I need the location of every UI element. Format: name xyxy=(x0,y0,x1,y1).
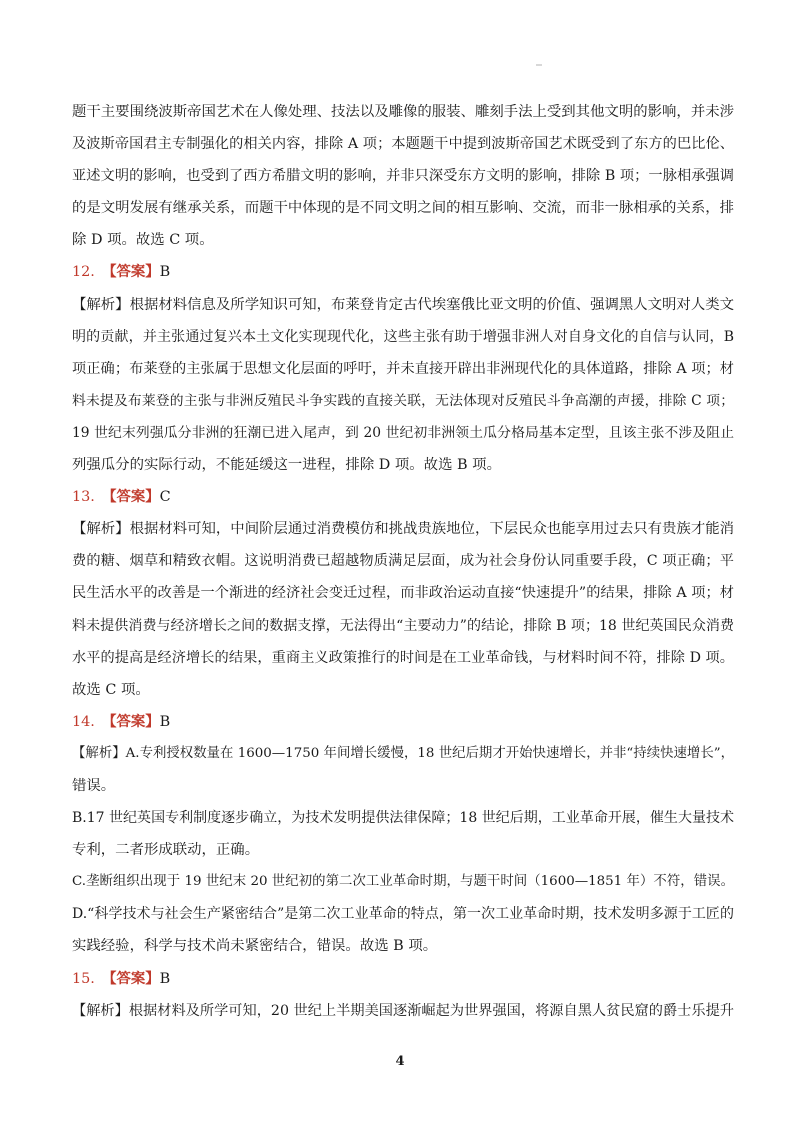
answer-tag: 【答案】 xyxy=(102,969,160,987)
text-line: 项正确；布莱登的主张属于思想文化层面的呼吁，并未直接开辟出非洲现代化的具体道路，排除 A 项；材 xyxy=(72,360,734,377)
answer-letter: B xyxy=(159,970,171,987)
text-line: 料未提及布莱登的主张与非洲反殖民斗争实践的直接关联，无法体现对反殖民斗争高潮的声援，排除 C 项； xyxy=(72,392,734,409)
answer-letter: C xyxy=(159,489,171,506)
question-answer-header xyxy=(72,481,734,513)
text-line: B.17 世纪英国专利制度逐步确立，为技术发明提供法律保障；18 世纪后期，工业革命开展，催生大量技术 xyxy=(72,810,734,827)
text-line: 【解析】根据材料及所学可知，20 世纪上半期美国逐渐崛起为世界强国，将源自黑人贫民窟的爵士乐提升 xyxy=(72,1002,734,1019)
answer-letter: B xyxy=(159,713,171,730)
text-line: 的是文明发展有继承关系，而题干中体现的是不同文明之间的相互影响、交流，而非一脉相承的关系，排 xyxy=(72,200,734,217)
text-line: 列强瓜分的实际行动，不能延缓这一进程，排除 D 项。故选 B 项。 xyxy=(72,457,501,474)
answer-tag: 【答案】 xyxy=(102,712,160,730)
question-answer-header xyxy=(72,963,734,995)
text-line: 题干主要围绕波斯帝国艺术在人像处理、技法以及雕像的服装、雕刻手法上受到其他文明的影响，并未涉 xyxy=(72,104,734,120)
scan-mark xyxy=(536,64,542,66)
text-line: 亚述文明的影响，也受到了西方希腊文明的影响，并非只深受东方文明的影响，排除 B 项；一脉相承强调 xyxy=(72,168,734,185)
text-line: 【解析】A.专利授权数量在 1600—1750 年间增长缓慢，18 世纪后期才开始快速增长，并非“持续快速增长”， xyxy=(72,745,734,761)
text-line: 【解析】根据材料可知，中间阶层通过消费模仿和挑战贵族地位，下层民众也能享用过去只有贵族才能消 xyxy=(72,521,734,538)
question-number: 13. xyxy=(72,489,95,506)
text-line: 故选 C 项。 xyxy=(72,681,150,698)
text-line: 费的糖、烟草和精致衣帽。这说明消费已超越物质满足层面，成为社会身份认同重要手段，C 项正确；平 xyxy=(72,553,734,570)
text-line: 水平的提高是经济增长的结果，重商主义政策推行的时间是在工业革命钱，与材料时间不符，排除 D 项。 xyxy=(72,649,734,666)
text-line: C.垄断组织出现于 19 世纪末 20 世纪初的第二次工业革命时期，与题干时间（1600—1851 年）不符，错误。 xyxy=(72,874,734,890)
question-answer-header xyxy=(72,706,734,738)
text-line: 错误。 xyxy=(72,777,116,794)
answer-tag: 【答案】 xyxy=(102,263,160,281)
question-number: 15. xyxy=(72,970,95,987)
text-line: 明的贡献，并主张通过复兴本土文化实现现代化，这些主张有助于增强非洲人对自身文化的自信与认同，B xyxy=(72,328,734,345)
question-number: 12. xyxy=(72,264,95,281)
text-line: 实践经验，科学与技术尚未紧密结合，错误。故选 B 项。 xyxy=(72,938,438,955)
page-number: 4 xyxy=(395,1054,405,1069)
text-line: 料未提供消费与经济增长之间的数据支撑，无法得出“主要动力”的结论，排除 B 项；18 世纪英国民众消费 xyxy=(72,617,734,634)
question-answer-header xyxy=(72,256,734,288)
text-line: 及波斯帝国君主专制强化的相关内容，排除 A 项；本题题干中提到波斯帝国艺术既受到了东方的巴比伦、 xyxy=(72,136,734,153)
text-line: 专利，二者形成联动，正确。 xyxy=(72,842,260,859)
answer-analysis-text xyxy=(72,96,734,1027)
text-line: D.“科学技术与社会生产紧密结合”是第二次工业革命的特点，第一次工业革命时期，技术发明多源于工匠的 xyxy=(72,906,734,923)
text-line: 民生活水平的改善是一个渐进的经济社会变迁过程，而非政治运动直接“快速提升”的结果，排除 A 项；材 xyxy=(72,585,734,602)
answer-tag: 【答案】 xyxy=(102,488,160,506)
text-line: 19 世纪末列强瓜分非洲的狂潮已进入尾声，到 20 世纪初非洲领土瓜分格局基本定型，且该主张不涉及阻止 xyxy=(72,424,734,441)
question-number: 14. xyxy=(72,713,95,730)
text-line: 【解析】根据材料信息及所学知识可知，布莱登肯定古代埃塞俄比亚文明的价值、强调黑人文明对人类文 xyxy=(72,296,734,313)
text-line: 除 D 项。故选 C 项。 xyxy=(72,232,214,249)
answer-letter: B xyxy=(159,264,171,281)
